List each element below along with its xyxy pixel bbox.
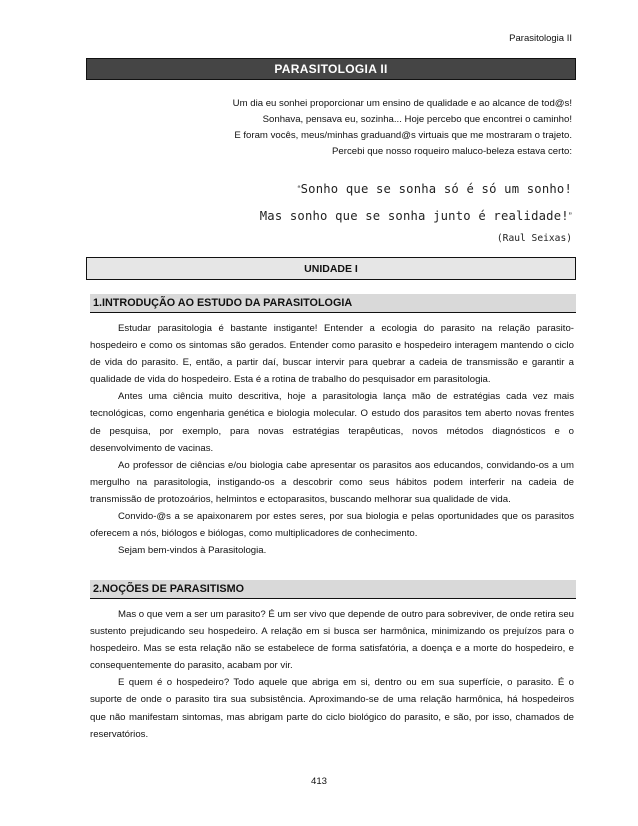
section-heading-1 [90,294,576,313]
paragraph: Sejam bem-vindos à Parasitologia. [118,545,267,557]
section-1-body [90,320,574,559]
section-heading-2-text: 2.NOÇÕES DE PARASITISMO [93,583,244,595]
running-header: Parasitologia II [509,33,572,44]
page-number: 413 [310,776,327,787]
paragraph: E quem é o hospedeiro? Todo aquele que abriga em si, dentro ou em sua superfície, o parasito. É o suporte de onde o parasito tira sua subsistência. Aproximando-se de uma relação harmônica, há hospedeiros que não manifestam sintomas, mas abrigam parte do ciclo biológico do parasito, e são, por isso, chamados de reservatórios. [90,677,574,740]
quote-text-1: Sonho que se sonha só é só um sonho! [300,182,572,196]
quote-line-2 [260,203,572,230]
section-2-body [90,606,574,743]
epigraph-line: Um dia eu sonhei proporcionar um ensino de qualidade e ao alcance de tod@s! [232,98,572,109]
unit-title: UNIDADE I [304,262,358,275]
paragraph: Estudar parasitologia é bastante instigante! Entender a ecologia do parasito na relação parasito-hospedeiro e como os sintomas são gerados. Entender como parasito e hospedeiro interagem mantendo o ciclo de vida do parasito. E, então, a partir daí, buscar intervir para quebrar a cadeia de transmissão e garantir a qualidade de vida do hospedeiro. Esta é a rotina de trabalho do pesquisador em parasitologia. [90,323,574,386]
section-heading-2 [90,580,576,599]
title-bar [86,58,576,80]
epigraph-line: Sonhava, pensava eu, sozinha... Hoje percebo que encontrei o caminho! [262,114,572,125]
document-title: PARASITOLOGIA II [274,62,388,76]
unit-bar [86,257,576,280]
paragraph: Mas o que vem a ser um parasito? É um ser vivo que depende de outro para sobreviver, de onde retira seu sustento prejudicando seu hospedeiro. A relação em si busca ser harmônica, minimizando os prejuízos para o hospedeiro. Mas se esta relação não se estabelece de forma satisfatória, a doença e a morte do hospedeiro, e consequentemente do parasito, acabam por vir. [90,609,574,672]
close-quote-mark: ” [568,211,572,221]
quote-block [260,176,572,248]
epigraph-line: E foram vocês, meus/minhas graduand@s virtuais que me mostraram o trajeto. [234,130,572,141]
quote-line-1 [260,176,572,203]
section-heading-1-text: 1.INTRODUÇÃO AO ESTUDO DA PARASITOLOGIA [93,297,353,309]
paragraph: Antes uma ciência muito descritiva, hoje a parasitologia lança mão de estratégias cada vez mais tecnológicas, como engenharia genética e biologia molecular. O estudo dos parasitos tem aberto novas frentes de pesquisa, por exemplo, para novas estratégias terapêuticas, novos métodos diagnósticos e o desenvolvimento de vacinas. [90,391,574,454]
epigraph-line: Percebi que nosso roqueiro maluco-beleza estava certo: [332,146,572,157]
quote-author: (Raul Seixas) [496,233,572,244]
quote-text-2: Mas sonho que se sonha junto é realidade! [259,209,569,223]
open-quote-mark: “ [297,184,301,194]
epigraph [233,96,572,160]
paragraph: Ao professor de ciências e/ou biologia cabe apresentar os parasitos aos educandos, convidando-os a um mergulho na parasitologia, instigando-os a descobrir como seus hábitos podem interferir na cadeia de transmissão de protozoários, helmintos e ectoparasitos, buscando melhorar sua qualidade de vida. [90,459,574,505]
paragraph: Convido-@s a se apaixonarem por estes seres, por sua biologia e pelas oportunidades que os parasitos oferecem a nós, biólogos e biólogas, como multiplicadores de conhecimento. [90,511,574,540]
